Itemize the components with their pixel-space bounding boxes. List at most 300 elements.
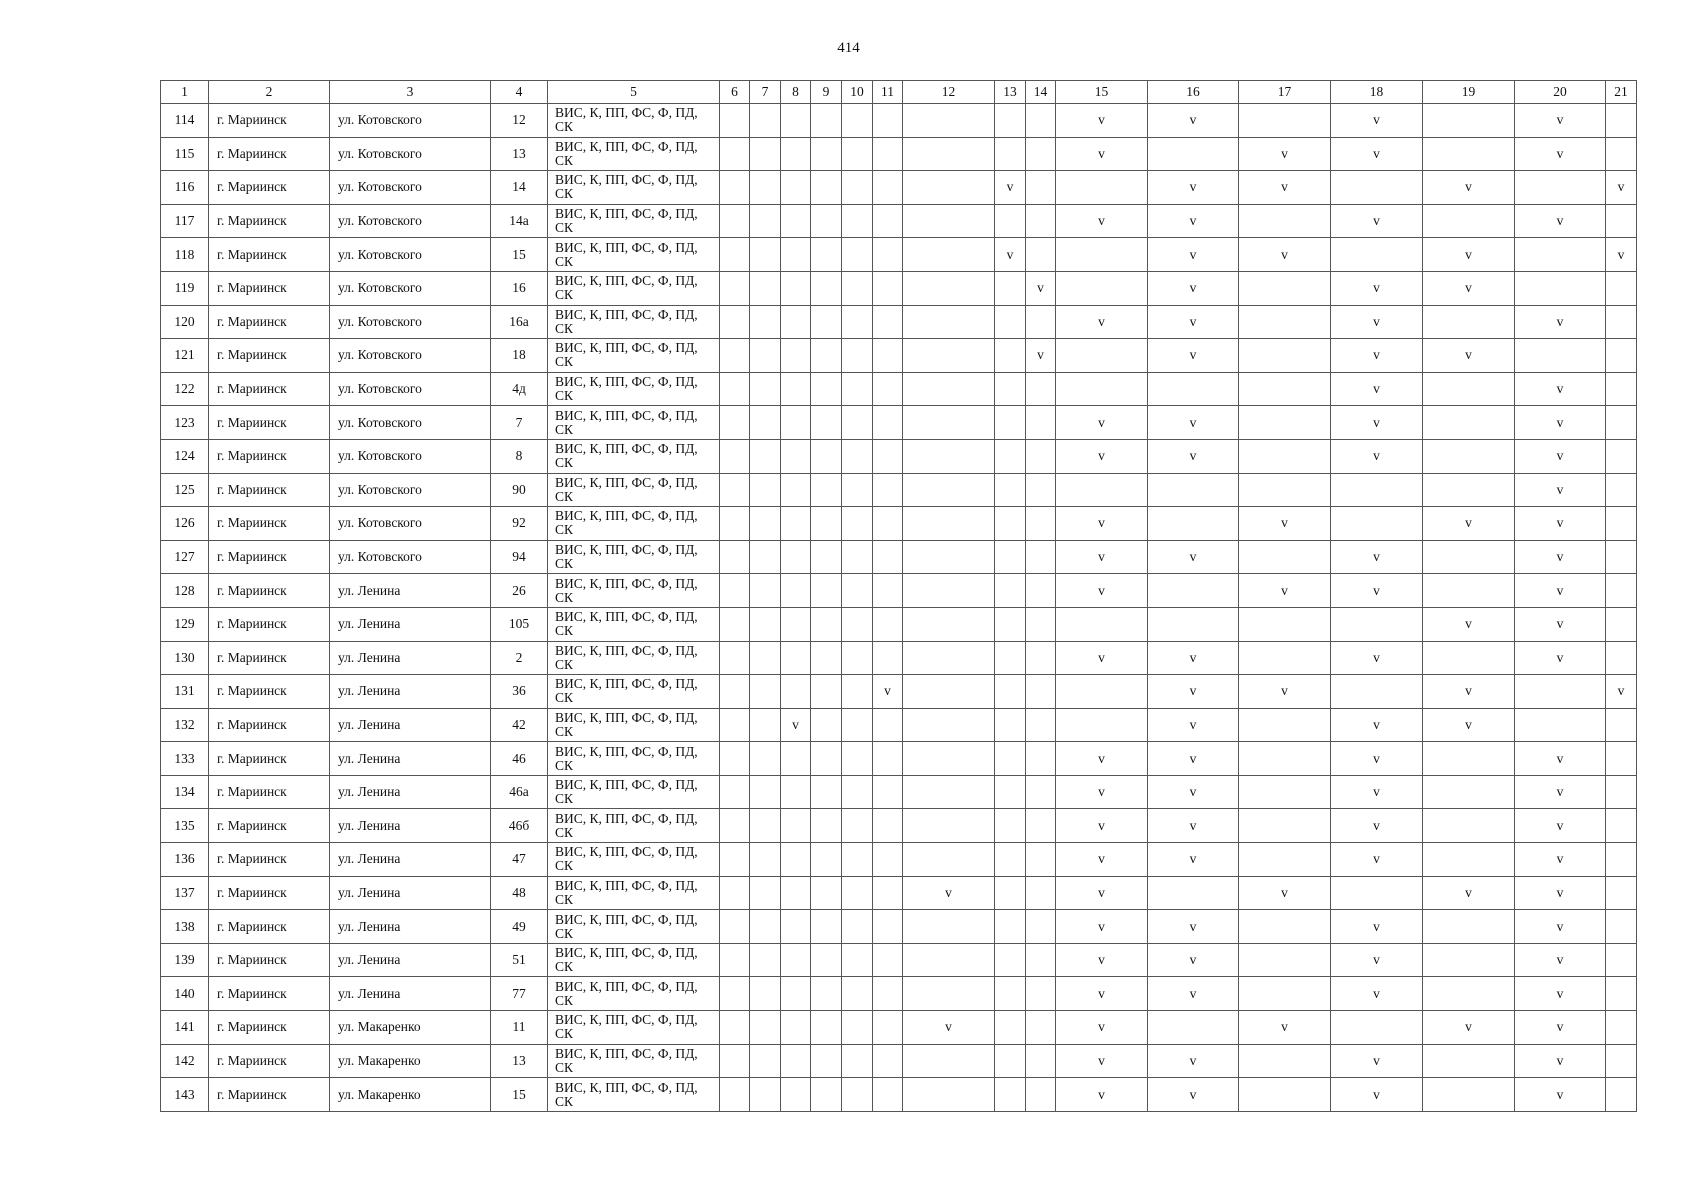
- mark-cell-col-21: [1606, 607, 1637, 641]
- mark-cell-col-21: [1606, 271, 1637, 305]
- mark-cell-col-16: v: [1148, 809, 1239, 843]
- mark-cell-col-14: [1026, 540, 1056, 574]
- mark-cell-col-7: [750, 876, 781, 910]
- mark-cell-col-15: [1056, 473, 1148, 507]
- street-cell: ул. Котовского: [330, 271, 491, 305]
- city-cell: г. Мариинск: [209, 843, 330, 877]
- mark-cell-col-6: [720, 439, 750, 473]
- mark-cell-col-21: [1606, 910, 1637, 944]
- mark-cell-col-17: [1239, 372, 1331, 406]
- mark-cell-col-10: [842, 809, 873, 843]
- mark-cell-col-10: [842, 1078, 873, 1112]
- mark-cell-col-16: v: [1148, 675, 1239, 709]
- codes-cell: ВИС, К, ПП, ФС, Ф, ПД, СК: [548, 675, 720, 709]
- mark-cell-col-20: v: [1515, 742, 1606, 776]
- mark-cell-col-10: [842, 876, 873, 910]
- mark-cell-col-19: [1423, 305, 1515, 339]
- mark-cell-col-18: [1331, 876, 1423, 910]
- mark-cell-col-19: [1423, 641, 1515, 675]
- mark-cell-col-8: [781, 137, 811, 171]
- mark-cell-col-19: [1423, 406, 1515, 440]
- mark-cell-col-19: [1423, 137, 1515, 171]
- mark-cell-col-19: [1423, 473, 1515, 507]
- mark-cell-col-13: [995, 876, 1026, 910]
- mark-cell-col-11: [873, 372, 903, 406]
- table-body: [161, 104, 1637, 1112]
- mark-cell-col-20: v: [1515, 775, 1606, 809]
- city-cell: г. Мариинск: [209, 406, 330, 440]
- mark-cell-col-8: [781, 1044, 811, 1078]
- mark-cell-col-11: [873, 305, 903, 339]
- mark-cell-col-13: [995, 607, 1026, 641]
- header-cell-11: 11: [873, 81, 903, 104]
- row-number-cell: 141: [161, 1011, 209, 1045]
- mark-cell-col-10: [842, 775, 873, 809]
- street-cell: ул. Котовского: [330, 540, 491, 574]
- mark-cell-col-6: [720, 876, 750, 910]
- mark-cell-col-6: [720, 910, 750, 944]
- row-number-cell: 118: [161, 238, 209, 272]
- mark-cell-col-21: [1606, 1078, 1637, 1112]
- codes-cell: ВИС, К, ПП, ФС, Ф, ПД, СК: [548, 943, 720, 977]
- mark-cell-col-11: [873, 843, 903, 877]
- mark-cell-col-12: [903, 607, 995, 641]
- mark-cell-col-21: [1606, 540, 1637, 574]
- mark-cell-col-14: [1026, 607, 1056, 641]
- table-row: [161, 809, 1637, 843]
- mark-cell-col-13: v: [995, 171, 1026, 205]
- mark-cell-col-15: [1056, 339, 1148, 373]
- mark-cell-col-10: [842, 171, 873, 205]
- codes-cell: ВИС, К, ПП, ФС, Ф, ПД, СК: [548, 876, 720, 910]
- mark-cell-col-21: v: [1606, 238, 1637, 272]
- mark-cell-col-9: [811, 339, 842, 373]
- mark-cell-col-6: [720, 372, 750, 406]
- mark-cell-col-11: [873, 406, 903, 440]
- table-row: [161, 137, 1637, 171]
- mark-cell-col-17: [1239, 809, 1331, 843]
- mark-cell-col-6: [720, 305, 750, 339]
- mark-cell-col-13: [995, 843, 1026, 877]
- mark-cell-col-15: [1056, 271, 1148, 305]
- city-cell: г. Мариинск: [209, 507, 330, 541]
- mark-cell-col-18: v: [1331, 843, 1423, 877]
- mark-cell-col-8: [781, 204, 811, 238]
- mark-cell-col-16: v: [1148, 977, 1239, 1011]
- mark-cell-col-9: [811, 876, 842, 910]
- mark-cell-col-7: [750, 1044, 781, 1078]
- city-cell: г. Мариинск: [209, 137, 330, 171]
- mark-cell-col-21: [1606, 843, 1637, 877]
- mark-cell-col-20: v: [1515, 910, 1606, 944]
- mark-cell-col-12: [903, 171, 995, 205]
- mark-cell-col-13: [995, 439, 1026, 473]
- mark-cell-col-10: [842, 708, 873, 742]
- mark-cell-col-6: [720, 742, 750, 776]
- mark-cell-col-18: v: [1331, 809, 1423, 843]
- mark-cell-col-14: [1026, 809, 1056, 843]
- city-cell: г. Мариинск: [209, 171, 330, 205]
- street-cell: ул. Котовского: [330, 104, 491, 138]
- mark-cell-col-18: v: [1331, 137, 1423, 171]
- street-cell: ул. Ленина: [330, 977, 491, 1011]
- mark-cell-col-17: [1239, 540, 1331, 574]
- mark-cell-col-18: v: [1331, 372, 1423, 406]
- mark-cell-col-9: [811, 943, 842, 977]
- mark-cell-col-17: [1239, 439, 1331, 473]
- mark-cell-col-17: [1239, 641, 1331, 675]
- mark-cell-col-21: [1606, 439, 1637, 473]
- mark-cell-col-18: v: [1331, 574, 1423, 608]
- mark-cell-col-21: [1606, 137, 1637, 171]
- mark-cell-col-11: [873, 171, 903, 205]
- mark-cell-col-14: [1026, 675, 1056, 709]
- mark-cell-col-13: [995, 137, 1026, 171]
- codes-cell: ВИС, К, ПП, ФС, Ф, ПД, СК: [548, 910, 720, 944]
- house-number-cell: 46: [491, 742, 548, 776]
- row-number-cell: 119: [161, 271, 209, 305]
- mark-cell-col-18: [1331, 238, 1423, 272]
- mark-cell-col-12: [903, 372, 995, 406]
- mark-cell-col-10: [842, 977, 873, 1011]
- mark-cell-col-12: v: [903, 1011, 995, 1045]
- table-row: [161, 305, 1637, 339]
- mark-cell-col-11: [873, 641, 903, 675]
- mark-cell-col-8: [781, 540, 811, 574]
- header-cell-14: 14: [1026, 81, 1056, 104]
- mark-cell-col-15: [1056, 372, 1148, 406]
- row-number-cell: 116: [161, 171, 209, 205]
- mark-cell-col-12: [903, 977, 995, 1011]
- mark-cell-col-18: v: [1331, 104, 1423, 138]
- street-cell: ул. Котовского: [330, 473, 491, 507]
- mark-cell-col-6: [720, 641, 750, 675]
- mark-cell-col-9: [811, 1078, 842, 1112]
- mark-cell-col-20: v: [1515, 641, 1606, 675]
- street-cell: ул. Котовского: [330, 238, 491, 272]
- mark-cell-col-6: [720, 607, 750, 641]
- mark-cell-col-19: [1423, 809, 1515, 843]
- table-row: [161, 843, 1637, 877]
- mark-cell-col-10: [842, 271, 873, 305]
- codes-cell: ВИС, К, ПП, ФС, Ф, ПД, СК: [548, 641, 720, 675]
- mark-cell-col-7: [750, 439, 781, 473]
- mark-cell-col-14: [1026, 305, 1056, 339]
- mark-cell-col-8: [781, 675, 811, 709]
- mark-cell-col-10: [842, 675, 873, 709]
- mark-cell-col-10: [842, 641, 873, 675]
- mark-cell-col-19: [1423, 574, 1515, 608]
- mark-cell-col-7: [750, 574, 781, 608]
- mark-cell-col-10: [842, 104, 873, 138]
- mark-cell-col-19: [1423, 104, 1515, 138]
- mark-cell-col-15: [1056, 238, 1148, 272]
- mark-cell-col-13: [995, 339, 1026, 373]
- mark-cell-col-11: [873, 439, 903, 473]
- mark-cell-col-18: v: [1331, 910, 1423, 944]
- mark-cell-col-8: [781, 843, 811, 877]
- mark-cell-col-14: [1026, 171, 1056, 205]
- city-cell: г. Мариинск: [209, 271, 330, 305]
- mark-cell-col-20: v: [1515, 104, 1606, 138]
- mark-cell-col-7: [750, 843, 781, 877]
- mark-cell-col-19: v: [1423, 876, 1515, 910]
- codes-cell: ВИС, К, ПП, ФС, Ф, ПД, СК: [548, 406, 720, 440]
- mark-cell-col-12: [903, 439, 995, 473]
- mark-cell-col-21: [1606, 977, 1637, 1011]
- city-cell: г. Мариинск: [209, 1078, 330, 1112]
- house-number-cell: 14а: [491, 204, 548, 238]
- mark-cell-col-13: [995, 372, 1026, 406]
- mark-cell-col-15: v: [1056, 809, 1148, 843]
- mark-cell-col-19: v: [1423, 171, 1515, 205]
- house-number-cell: 15: [491, 1078, 548, 1112]
- row-number-cell: 131: [161, 675, 209, 709]
- mark-cell-col-15: v: [1056, 775, 1148, 809]
- mark-cell-col-7: [750, 406, 781, 440]
- mark-cell-col-10: [842, 406, 873, 440]
- mark-cell-col-6: [720, 104, 750, 138]
- mark-cell-col-20: v: [1515, 540, 1606, 574]
- street-cell: ул. Котовского: [330, 204, 491, 238]
- mark-cell-col-16: v: [1148, 406, 1239, 440]
- street-cell: ул. Котовского: [330, 171, 491, 205]
- house-number-cell: 13: [491, 1044, 548, 1078]
- mark-cell-col-6: [720, 137, 750, 171]
- mark-cell-col-6: [720, 843, 750, 877]
- mark-cell-col-14: [1026, 372, 1056, 406]
- house-number-cell: 16а: [491, 305, 548, 339]
- header-cell-17: 17: [1239, 81, 1331, 104]
- mark-cell-col-20: v: [1515, 943, 1606, 977]
- mark-cell-col-9: [811, 204, 842, 238]
- mark-cell-col-12: [903, 641, 995, 675]
- mark-cell-col-10: [842, 1011, 873, 1045]
- table-row: [161, 1078, 1637, 1112]
- mark-cell-col-9: [811, 1011, 842, 1045]
- city-cell: г. Мариинск: [209, 943, 330, 977]
- table-row: [161, 473, 1637, 507]
- mark-cell-col-20: v: [1515, 574, 1606, 608]
- mark-cell-col-21: [1606, 406, 1637, 440]
- mark-cell-col-9: [811, 809, 842, 843]
- mark-cell-col-21: v: [1606, 675, 1637, 709]
- mark-cell-col-15: v: [1056, 137, 1148, 171]
- mark-cell-col-21: [1606, 943, 1637, 977]
- mark-cell-col-12: [903, 574, 995, 608]
- mark-cell-col-8: [781, 473, 811, 507]
- codes-cell: ВИС, К, ПП, ФС, Ф, ПД, СК: [548, 775, 720, 809]
- mark-cell-col-15: v: [1056, 574, 1148, 608]
- mark-cell-col-12: [903, 675, 995, 709]
- header-cell-4: 4: [491, 81, 548, 104]
- mark-cell-col-12: [903, 104, 995, 138]
- codes-cell: ВИС, К, ПП, ФС, Ф, ПД, СК: [548, 843, 720, 877]
- mark-cell-col-7: [750, 708, 781, 742]
- mark-cell-col-13: [995, 1011, 1026, 1045]
- mark-cell-col-12: [903, 1044, 995, 1078]
- mark-cell-col-20: v: [1515, 1078, 1606, 1112]
- mark-cell-col-16: [1148, 473, 1239, 507]
- header-cell-7: 7: [750, 81, 781, 104]
- table-row: [161, 742, 1637, 776]
- mark-cell-col-12: [903, 843, 995, 877]
- header-row: [161, 81, 1637, 104]
- mark-cell-col-14: [1026, 977, 1056, 1011]
- mark-cell-col-9: [811, 742, 842, 776]
- mark-cell-col-17: v: [1239, 1011, 1331, 1045]
- header-cell-3: 3: [330, 81, 491, 104]
- mark-cell-col-20: [1515, 171, 1606, 205]
- mark-cell-col-14: [1026, 406, 1056, 440]
- mark-cell-col-17: v: [1239, 137, 1331, 171]
- mark-cell-col-8: [781, 742, 811, 776]
- mark-cell-col-9: [811, 775, 842, 809]
- mark-cell-col-11: [873, 137, 903, 171]
- mark-cell-col-8: [781, 574, 811, 608]
- mark-cell-col-8: [781, 641, 811, 675]
- mark-cell-col-10: [842, 943, 873, 977]
- mark-cell-col-9: [811, 104, 842, 138]
- row-number-cell: 135: [161, 809, 209, 843]
- mark-cell-col-15: v: [1056, 1011, 1148, 1045]
- mark-cell-col-15: v: [1056, 104, 1148, 138]
- table-row: [161, 238, 1637, 272]
- table-row: [161, 1044, 1637, 1078]
- mark-cell-col-20: v: [1515, 1044, 1606, 1078]
- street-cell: ул. Ленина: [330, 843, 491, 877]
- codes-cell: ВИС, К, ПП, ФС, Ф, ПД, СК: [548, 473, 720, 507]
- mark-cell-col-15: v: [1056, 507, 1148, 541]
- mark-cell-col-15: [1056, 607, 1148, 641]
- mark-cell-col-19: v: [1423, 675, 1515, 709]
- mark-cell-col-14: [1026, 843, 1056, 877]
- mark-cell-col-10: [842, 742, 873, 776]
- mark-cell-col-20: [1515, 339, 1606, 373]
- street-cell: ул. Макаренко: [330, 1078, 491, 1112]
- mark-cell-col-14: [1026, 708, 1056, 742]
- house-number-cell: 42: [491, 708, 548, 742]
- mark-cell-col-11: v: [873, 675, 903, 709]
- house-number-cell: 4д: [491, 372, 548, 406]
- row-number-cell: 127: [161, 540, 209, 574]
- mark-cell-col-11: [873, 473, 903, 507]
- mark-cell-col-14: [1026, 1011, 1056, 1045]
- mark-cell-col-13: [995, 540, 1026, 574]
- mark-cell-col-17: [1239, 977, 1331, 1011]
- mark-cell-col-19: [1423, 204, 1515, 238]
- codes-cell: ВИС, К, ПП, ФС, Ф, ПД, СК: [548, 1011, 720, 1045]
- codes-cell: ВИС, К, ПП, ФС, Ф, ПД, СК: [548, 271, 720, 305]
- row-number-cell: 136: [161, 843, 209, 877]
- mark-cell-col-13: [995, 1078, 1026, 1112]
- mark-cell-col-17: [1239, 708, 1331, 742]
- mark-cell-col-16: [1148, 876, 1239, 910]
- header-cell-9: 9: [811, 81, 842, 104]
- mark-cell-col-11: [873, 540, 903, 574]
- mark-cell-col-19: [1423, 742, 1515, 776]
- row-number-cell: 140: [161, 977, 209, 1011]
- mark-cell-col-8: [781, 775, 811, 809]
- house-number-cell: 105: [491, 607, 548, 641]
- mark-cell-col-11: [873, 943, 903, 977]
- mark-cell-col-12: [903, 137, 995, 171]
- house-number-cell: 16: [491, 271, 548, 305]
- mark-cell-col-21: [1606, 1044, 1637, 1078]
- street-cell: ул. Котовского: [330, 305, 491, 339]
- mark-cell-col-12: [903, 305, 995, 339]
- mark-cell-col-15: v: [1056, 977, 1148, 1011]
- house-number-cell: 15: [491, 238, 548, 272]
- mark-cell-col-16: v: [1148, 708, 1239, 742]
- mark-cell-col-17: [1239, 406, 1331, 440]
- mark-cell-col-18: [1331, 1011, 1423, 1045]
- mark-cell-col-7: [750, 473, 781, 507]
- mark-cell-col-10: [842, 507, 873, 541]
- mark-cell-col-13: [995, 977, 1026, 1011]
- mark-cell-col-19: [1423, 775, 1515, 809]
- table-row: [161, 204, 1637, 238]
- row-number-cell: 114: [161, 104, 209, 138]
- mark-cell-col-19: [1423, 439, 1515, 473]
- mark-cell-col-14: v: [1026, 271, 1056, 305]
- mark-cell-col-15: v: [1056, 910, 1148, 944]
- mark-cell-col-21: [1606, 809, 1637, 843]
- header-cell-16: 16: [1148, 81, 1239, 104]
- city-cell: г. Мариинск: [209, 641, 330, 675]
- mark-cell-col-19: [1423, 943, 1515, 977]
- mark-cell-col-15: [1056, 708, 1148, 742]
- mark-cell-col-15: v: [1056, 641, 1148, 675]
- mark-cell-col-8: [781, 607, 811, 641]
- mark-cell-col-21: [1606, 742, 1637, 776]
- mark-cell-col-8: [781, 339, 811, 373]
- table-row: [161, 271, 1637, 305]
- mark-cell-col-8: [781, 104, 811, 138]
- mark-cell-col-14: [1026, 1044, 1056, 1078]
- mark-cell-col-20: [1515, 708, 1606, 742]
- mark-cell-col-18: [1331, 171, 1423, 205]
- mark-cell-col-15: v: [1056, 876, 1148, 910]
- mark-cell-col-6: [720, 1011, 750, 1045]
- mark-cell-col-13: [995, 708, 1026, 742]
- mark-cell-col-11: [873, 574, 903, 608]
- mark-cell-col-17: v: [1239, 876, 1331, 910]
- header-cell-12: 12: [903, 81, 995, 104]
- codes-cell: ВИС, К, ПП, ФС, Ф, ПД, СК: [548, 507, 720, 541]
- city-cell: г. Мариинск: [209, 607, 330, 641]
- mark-cell-col-11: [873, 876, 903, 910]
- row-number-cell: 121: [161, 339, 209, 373]
- mark-cell-col-11: [873, 204, 903, 238]
- house-number-cell: 26: [491, 574, 548, 608]
- table-row: [161, 574, 1637, 608]
- mark-cell-col-6: [720, 775, 750, 809]
- mark-cell-col-16: [1148, 574, 1239, 608]
- mark-cell-col-7: [750, 305, 781, 339]
- house-number-cell: 47: [491, 843, 548, 877]
- street-cell: ул. Котовского: [330, 137, 491, 171]
- mark-cell-col-13: [995, 742, 1026, 776]
- row-number-cell: 126: [161, 507, 209, 541]
- mark-cell-col-7: [750, 507, 781, 541]
- mark-cell-col-19: v: [1423, 708, 1515, 742]
- mark-cell-col-17: [1239, 339, 1331, 373]
- city-cell: г. Мариинск: [209, 742, 330, 776]
- city-cell: г. Мариинск: [209, 675, 330, 709]
- mark-cell-col-9: [811, 271, 842, 305]
- mark-cell-col-9: [811, 1044, 842, 1078]
